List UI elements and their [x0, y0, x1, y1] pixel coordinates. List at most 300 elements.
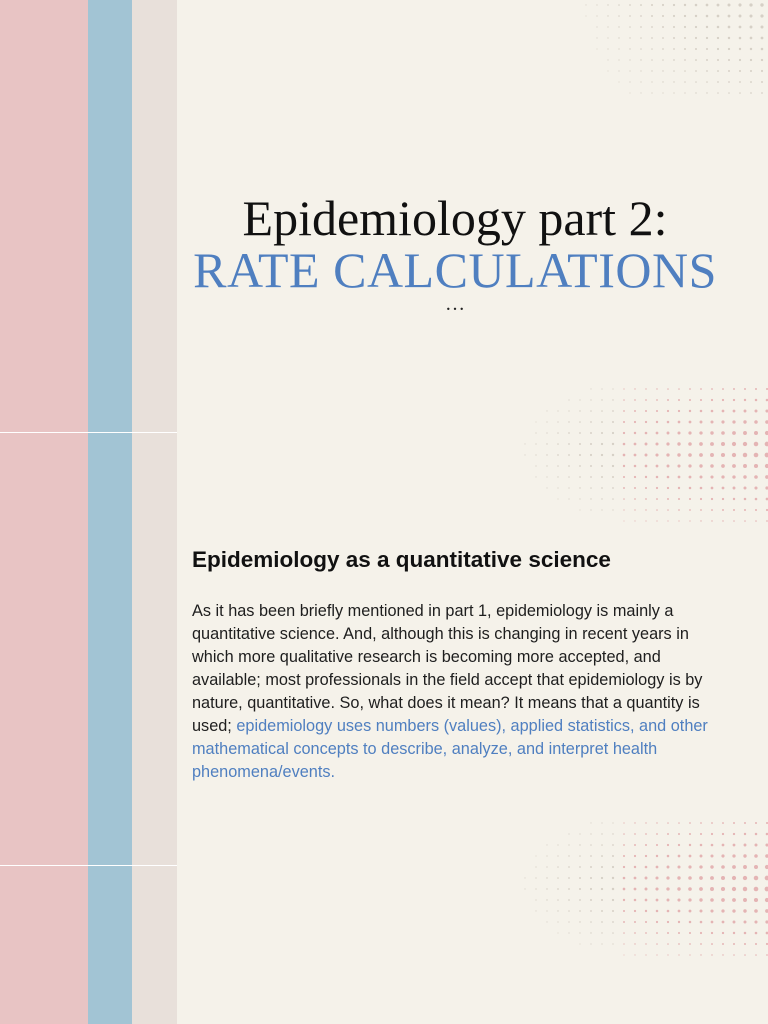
decorative-dot [645, 888, 648, 891]
decorative-dot [656, 388, 657, 389]
decorative-dot [755, 399, 758, 402]
decorative-dot [673, 26, 675, 28]
decorative-dot [733, 509, 735, 511]
decorative-dot [601, 399, 602, 400]
decorative-dot [760, 3, 763, 6]
decorative-dot [732, 475, 735, 478]
decorative-dot [706, 70, 708, 72]
decorative-dot [607, 59, 608, 60]
decorative-dot [700, 421, 703, 424]
decorative-dot [706, 59, 708, 61]
decorative-dot [678, 921, 680, 923]
decorative-dot [623, 954, 624, 955]
decorative-dot [601, 476, 603, 478]
decorative-dot [710, 887, 714, 891]
decorative-dot [557, 899, 559, 901]
decorative-dot [634, 866, 636, 868]
decorative-dot [645, 921, 647, 923]
decorative-dot [645, 910, 647, 912]
decorative-dot [667, 866, 670, 869]
decorative-dot [651, 26, 653, 28]
decorative-dot [640, 92, 641, 93]
decorative-dot [710, 464, 714, 468]
decorative-dot [656, 954, 657, 955]
decorative-dot [656, 465, 659, 468]
decorative-dot [557, 844, 558, 845]
decorative-dot [656, 410, 658, 412]
decorative-dot [728, 37, 730, 39]
decorative-dot [684, 15, 686, 17]
decorative-dot [579, 498, 580, 499]
decorative-dot [677, 442, 680, 445]
decorative-dot [699, 865, 702, 868]
decorative-dot [667, 498, 669, 500]
decorative-dot [568, 866, 570, 868]
decorative-dot [721, 442, 725, 446]
decorative-dot [732, 876, 736, 880]
decorative-dot [754, 898, 758, 902]
decorative-dot [744, 520, 746, 522]
decorative-dot [579, 943, 580, 944]
decorative-dot [601, 421, 603, 423]
decorative-dot [590, 443, 592, 445]
decorative-dot [739, 70, 741, 72]
decorative-dot [732, 865, 736, 869]
decorative-dot [750, 37, 753, 40]
decorative-dot [590, 910, 592, 912]
decorative-dot [645, 399, 647, 401]
decorative-dot [623, 421, 625, 423]
decorative-dot [629, 15, 631, 17]
decorative-dot [684, 37, 686, 39]
decorative-dot [651, 92, 652, 93]
decorative-dot [601, 454, 603, 456]
decorative-dot [662, 70, 663, 71]
decorative-dot [743, 887, 747, 891]
decorative-dot [618, 59, 619, 60]
decorative-dot [634, 399, 636, 401]
decorative-dot [656, 866, 659, 869]
decorative-dot [623, 388, 624, 389]
decorative-dot [651, 48, 653, 50]
decorative-dot [695, 70, 697, 72]
decorative-dot [721, 898, 725, 902]
decorative-dot [717, 37, 719, 39]
decorative-dot [710, 876, 714, 880]
decorative-dot [684, 70, 686, 72]
decorative-dot [579, 932, 580, 933]
decorative-dot [612, 822, 613, 823]
decorative-dot [590, 833, 591, 834]
decorative-dot [688, 453, 692, 457]
decorative-dot [629, 48, 630, 49]
decorative-dot [546, 476, 547, 477]
decorative-dot [546, 454, 547, 455]
decorative-dot [739, 48, 741, 50]
decorative-dot [765, 453, 768, 458]
decorative-dot [667, 509, 669, 511]
decorative-dot [667, 954, 668, 955]
decorative-dot [546, 410, 547, 411]
decorative-dot [623, 877, 626, 880]
decorative-dot [640, 37, 642, 39]
decorative-dot [612, 410, 614, 412]
decorative-dot [612, 476, 614, 478]
decorative-dot [717, 70, 719, 72]
decorative-dot [711, 498, 713, 500]
decorative-dot [568, 899, 570, 901]
title-line-1: Epidemiology part 2: [242, 190, 668, 246]
decorative-dot [739, 37, 742, 40]
decorative-dot [699, 887, 703, 891]
decorative-dot [732, 898, 736, 902]
decorative-dot [590, 932, 591, 933]
decorative-dot [640, 81, 641, 82]
decorative-dot [568, 498, 569, 499]
decorative-dot [732, 431, 736, 435]
decorative-dot [623, 866, 625, 868]
decorative-dot [557, 410, 558, 411]
decorative-dot [623, 932, 625, 934]
decorative-dot [568, 910, 570, 912]
decorative-dot [749, 14, 752, 17]
decorative-dot [689, 498, 691, 500]
decorative-dot [744, 833, 746, 835]
decorative-dot [607, 48, 608, 49]
decorative-dot [645, 877, 648, 880]
decorative-dot [607, 37, 608, 38]
decorative-dot [645, 498, 647, 500]
decorative-dot [623, 454, 626, 457]
decorative-dot [744, 822, 746, 824]
decorative-dot [695, 15, 697, 17]
decorative-dot [645, 866, 648, 869]
decorative-dot [645, 943, 646, 944]
decorative-dot [750, 59, 752, 61]
decorative-dot [579, 465, 581, 467]
decorative-dot [667, 421, 670, 424]
decorative-dot [689, 399, 691, 401]
left-stripe-beige [132, 0, 177, 1024]
decorative-dot [546, 866, 547, 867]
decorative-dot [590, 498, 591, 499]
decorative-dot [546, 432, 547, 433]
decorative-dot [754, 420, 758, 424]
decorative-dot [700, 910, 703, 913]
decorative-dot [733, 921, 736, 924]
decorative-dot [645, 509, 646, 510]
decorative-dot [634, 443, 637, 446]
decorative-dot [733, 954, 735, 956]
decorative-dot [754, 920, 757, 923]
decorative-dot [755, 822, 757, 824]
decorative-dot [612, 932, 614, 934]
decorative-dot [623, 410, 625, 412]
decorative-dot [590, 844, 592, 846]
decorative-dot [667, 388, 669, 390]
decorative-dot [744, 943, 746, 945]
decorative-dot [689, 932, 691, 934]
decorative-dot [634, 476, 636, 478]
decorative-dot [634, 509, 635, 510]
decorative-dot [585, 4, 586, 5]
decorative-dot [546, 487, 547, 488]
decorative-dot [722, 833, 724, 835]
decorative-dot [612, 432, 614, 434]
decorative-dot [590, 888, 592, 890]
decorative-dot [656, 921, 658, 923]
decorative-dot [612, 833, 613, 834]
decorative-dot [612, 877, 614, 879]
decorative-dot [645, 443, 648, 446]
decorative-dot [667, 822, 669, 824]
decorative-dot [755, 388, 757, 390]
decorative-dot [699, 876, 703, 880]
decorative-dot [700, 509, 702, 511]
decorative-dot [667, 410, 669, 412]
decorative-dot [568, 432, 570, 434]
decorative-dot [678, 822, 680, 824]
decorative-dot [700, 932, 702, 934]
decorative-dot [717, 4, 720, 7]
decorative-dot [546, 888, 547, 889]
paragraph-highlighted-text: epidemiology uses numbers (values), applied statistics, and other mathematical concepts to describe, analyze, and interpret health phenomena/events. [192, 717, 708, 781]
decorative-dot [749, 3, 752, 6]
decorative-dot [612, 443, 614, 445]
decorative-dot [634, 954, 635, 955]
decorative-dot [607, 4, 608, 5]
decorative-dot [706, 92, 707, 93]
decorative-dot [722, 410, 725, 413]
decorative-dot [761, 37, 764, 40]
decorative-dot [688, 865, 691, 868]
decorative-dot [711, 844, 714, 847]
decorative-dot [645, 844, 647, 846]
decorative-dot [612, 399, 613, 400]
decorative-dot [662, 92, 663, 93]
decorative-dot [557, 877, 559, 879]
decorative-dot [629, 4, 631, 6]
decorative-dot [733, 822, 735, 824]
section-paragraph [192, 600, 712, 784]
decorative-dot [721, 431, 725, 435]
decorative-dot [754, 854, 758, 858]
decorative-dot [710, 442, 714, 446]
decorative-dot [618, 37, 619, 38]
decorative-dot [717, 92, 719, 94]
decorative-dot [568, 888, 570, 890]
decorative-dot [568, 476, 570, 478]
decorative-dot [546, 443, 547, 444]
decorative-dot [601, 833, 602, 834]
decorative-dot [755, 509, 757, 511]
decorative-dot [623, 844, 625, 846]
decorative-dot [579, 454, 581, 456]
decorative-dot [601, 465, 603, 467]
decorative-dot [618, 70, 619, 71]
decorative-dot [744, 399, 746, 401]
decorative-dot [722, 487, 725, 490]
decorative-dot [590, 476, 592, 478]
decorative-dot [761, 48, 764, 51]
decorative-dot [684, 92, 685, 93]
decorative-dot [601, 498, 602, 499]
decorative-dot [684, 48, 686, 50]
decorative-dot [689, 910, 692, 913]
decorative-dot [689, 855, 692, 858]
decorative-dot [656, 476, 659, 479]
decorative-dot [634, 877, 637, 880]
decorative-dot [706, 26, 708, 28]
decorative-dot [700, 498, 702, 500]
decorative-dot [645, 454, 648, 457]
decorative-dot [761, 59, 763, 61]
title-ellipsis: … [445, 293, 465, 315]
section-heading: Epidemiology as a quantitative science [192, 547, 611, 572]
decorative-dot [568, 399, 569, 400]
decorative-dot [579, 888, 581, 890]
decorative-dot [689, 822, 691, 824]
decorative-dot [535, 454, 536, 455]
decorative-dot [546, 465, 547, 466]
decorative-dot [761, 81, 763, 83]
decorative-dot [728, 70, 730, 72]
decorative-dot [579, 443, 581, 445]
decorative-dot [596, 37, 597, 38]
decorative-dot [744, 954, 746, 956]
decorative-dot [728, 15, 731, 18]
decorative-dot [618, 81, 619, 82]
decorative-dot [722, 498, 724, 500]
decorative-dot [662, 4, 664, 6]
decorative-dot [754, 442, 759, 447]
decorative-dot [623, 443, 626, 446]
decorative-dot [750, 26, 753, 29]
decorative-dot [722, 520, 723, 521]
decorative-dot [568, 844, 569, 845]
decorative-dot [655, 876, 658, 879]
decorative-dot [557, 465, 559, 467]
decorative-dot [601, 888, 603, 890]
decorative-dot [673, 59, 675, 61]
decorative-dot [700, 833, 702, 835]
decorative-dot [590, 866, 592, 868]
decorative-dot [662, 59, 664, 61]
decorative-dot [706, 4, 709, 7]
decorative-dot [722, 932, 724, 934]
decorative-dot [684, 59, 686, 61]
decorative-dot [524, 443, 525, 444]
decorative-dot [678, 844, 680, 846]
decorative-dot [596, 15, 597, 16]
decorative-dot [667, 855, 670, 858]
decorative-dot [667, 487, 669, 489]
decorative-dot [612, 498, 614, 500]
decorative-dot [656, 432, 659, 435]
decorative-dot [524, 454, 525, 455]
decorative-dot [634, 487, 636, 489]
decorative-dot [754, 453, 759, 458]
decorative-dot [557, 866, 559, 868]
decorative-dot [618, 26, 619, 27]
decorative-dot [618, 48, 619, 49]
decorative-dot [678, 410, 680, 412]
decorative-dot [634, 498, 636, 500]
decorative-dot [535, 421, 536, 422]
decorative-dot [706, 15, 709, 18]
decorative-dot [667, 833, 669, 835]
decorative-dot [645, 410, 647, 412]
decorative-dot [765, 876, 768, 881]
decorative-dot [733, 943, 735, 945]
decorative-dot [710, 865, 713, 868]
decorative-dot [634, 932, 636, 934]
decorative-dot [568, 833, 569, 834]
decorative-dot [722, 388, 724, 390]
decorative-dot [699, 442, 703, 446]
decorative-dot [678, 910, 681, 913]
dot-pattern-top-right [560, 0, 768, 98]
decorative-dot [645, 899, 648, 902]
decorative-dot [711, 520, 712, 521]
decorative-dot [590, 943, 591, 944]
decorative-dot [678, 520, 679, 521]
decorative-dot [607, 15, 608, 16]
decorative-dot [673, 4, 675, 6]
decorative-dot [738, 3, 741, 6]
decorative-dot [755, 410, 758, 413]
decorative-dot [557, 454, 559, 456]
decorative-dot [568, 921, 569, 922]
decorative-dot [711, 932, 713, 934]
decorative-dot [733, 833, 735, 835]
decorative-dot [601, 509, 602, 510]
decorative-dot [700, 855, 703, 858]
dot-pattern-middle-right [488, 384, 768, 532]
decorative-dot [596, 48, 597, 49]
decorative-dot [678, 476, 681, 479]
decorative-dot [640, 70, 641, 71]
decorative-dot [711, 822, 713, 824]
decorative-dot [678, 833, 680, 835]
decorative-dot [568, 487, 569, 488]
decorative-dot [546, 877, 547, 878]
decorative-dot [678, 855, 681, 858]
decorative-dot [743, 453, 747, 457]
decorative-dot [634, 454, 637, 457]
decorative-dot [645, 855, 647, 857]
decorative-dot [612, 910, 614, 912]
decorative-dot [623, 487, 625, 489]
decorative-dot [623, 509, 624, 510]
decorative-dot [601, 877, 603, 879]
decorative-dot [739, 59, 741, 61]
decorative-dot [546, 855, 547, 856]
decorative-dot [706, 37, 708, 39]
decorative-dot [645, 465, 648, 468]
decorative-dot [732, 909, 735, 912]
decorative-dot [645, 388, 646, 389]
decorative-dot [699, 464, 702, 467]
decorative-dot [535, 465, 536, 466]
decorative-dot [739, 15, 742, 18]
decorative-dot [645, 487, 647, 489]
decorative-dot [721, 420, 724, 423]
decorative-dot [640, 26, 642, 28]
decorative-dot [733, 399, 735, 401]
decorative-dot [634, 844, 636, 846]
decorative-dot [667, 910, 670, 913]
